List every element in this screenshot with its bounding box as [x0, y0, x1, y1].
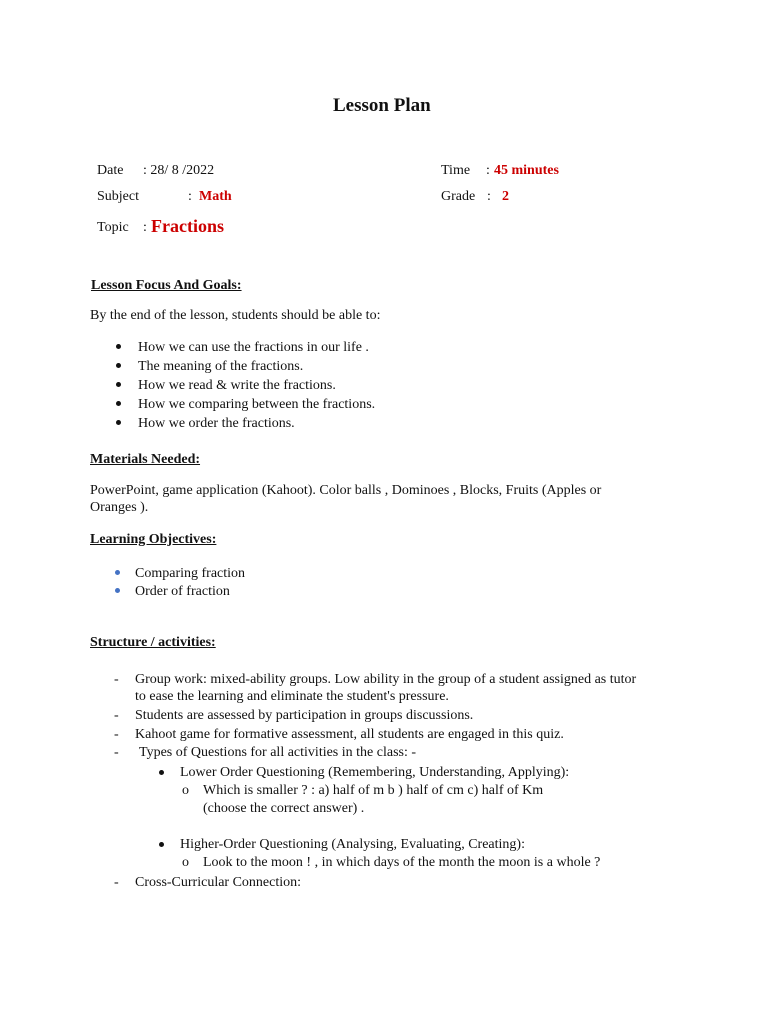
- time-separator: :: [486, 163, 490, 178]
- higher-order-question: Look to the moon ! , in which days of the month the moon is a whole ?: [203, 855, 601, 870]
- dash-marker: -: [114, 875, 119, 890]
- focus-item: How we order the fractions.: [138, 416, 295, 431]
- bullet-dot: [159, 770, 164, 775]
- lower-order-question-cont: (choose the correct answer) .: [203, 801, 365, 816]
- subject-separator: :: [188, 189, 192, 204]
- page-title: Lesson Plan: [333, 95, 431, 116]
- topic-value: Fractions: [151, 216, 224, 236]
- objectives-heading: Learning Objectives:: [90, 532, 217, 547]
- lower-order-item: Lower Order Questioning (Remembering, Understanding, Applying):: [180, 765, 570, 780]
- dash-marker: -: [114, 745, 119, 760]
- subject-label: Subject: [97, 189, 139, 204]
- subject-value: Math: [199, 189, 232, 204]
- bullet-dot: [159, 842, 164, 847]
- focus-item: The meaning of the fractions.: [138, 359, 304, 374]
- time-value: 45 minutes: [494, 163, 559, 178]
- structure-item: Cross-Curricular Connection:: [135, 875, 302, 890]
- focus-heading: Lesson Focus And Goals:: [91, 278, 242, 293]
- materials-text-line2: Oranges ).: [90, 500, 149, 515]
- structure-heading: Structure / activities:: [90, 635, 216, 650]
- structure-item: Kahoot game for formative assessment, all students are engaged in this quiz.: [135, 727, 564, 742]
- bullet-dot: [116, 401, 121, 406]
- bullet-dot: [116, 344, 121, 349]
- higher-order-item: Higher-Order Questioning (Analysing, Evaluating, Creating):: [180, 837, 525, 852]
- dash-marker: -: [114, 727, 119, 742]
- structure-item: Group work: mixed-ability groups. Low ability in the group of a student assigned as tutor: [135, 672, 637, 687]
- grade-separator: :: [487, 189, 491, 204]
- time-label: Time: [441, 163, 471, 178]
- structure-item: Types of Questions for all activities in the class: -: [139, 745, 417, 760]
- grade-label: Grade: [441, 189, 476, 204]
- topic-separator: :: [143, 220, 147, 235]
- bullet-dot: [116, 363, 121, 368]
- focus-intro: By the end of the lesson, students should be able to:: [90, 308, 381, 323]
- objective-item: Comparing fraction: [135, 566, 246, 581]
- lower-order-question: Which is smaller ? : a) half of m b ) half of cm c) half of Km: [203, 783, 544, 798]
- materials-heading: Materials Needed:: [90, 452, 201, 467]
- focus-item: How we can use the fractions in our life .: [138, 340, 369, 355]
- focus-item: How we read & write the fractions.: [138, 378, 336, 393]
- focus-item: How we comparing between the fractions.: [138, 397, 376, 412]
- bullet-dot: [115, 588, 120, 593]
- topic-label: Topic: [97, 220, 129, 235]
- structure-item: Students are assessed by participation in groups discussions.: [135, 708, 474, 723]
- structure-item-cont: to ease the learning and eliminate the student's pressure.: [135, 689, 449, 704]
- bullet-dot: [116, 382, 121, 387]
- date-value: : 28/ 8 /2022: [143, 163, 215, 178]
- sub-marker: o: [182, 855, 189, 870]
- bullet-dot: [115, 570, 120, 575]
- grade-value: 2: [502, 189, 509, 204]
- sub-marker: o: [182, 783, 189, 798]
- materials-text-line1: PowerPoint, game application (Kahoot). Color balls , Dominoes , Blocks, Fruits (Apples or: [90, 483, 602, 498]
- date-label: Date: [97, 163, 124, 178]
- dash-marker: -: [114, 672, 119, 687]
- bullet-dot: [116, 420, 121, 425]
- objective-item: Order of fraction: [135, 584, 230, 599]
- dash-marker: -: [114, 708, 119, 723]
